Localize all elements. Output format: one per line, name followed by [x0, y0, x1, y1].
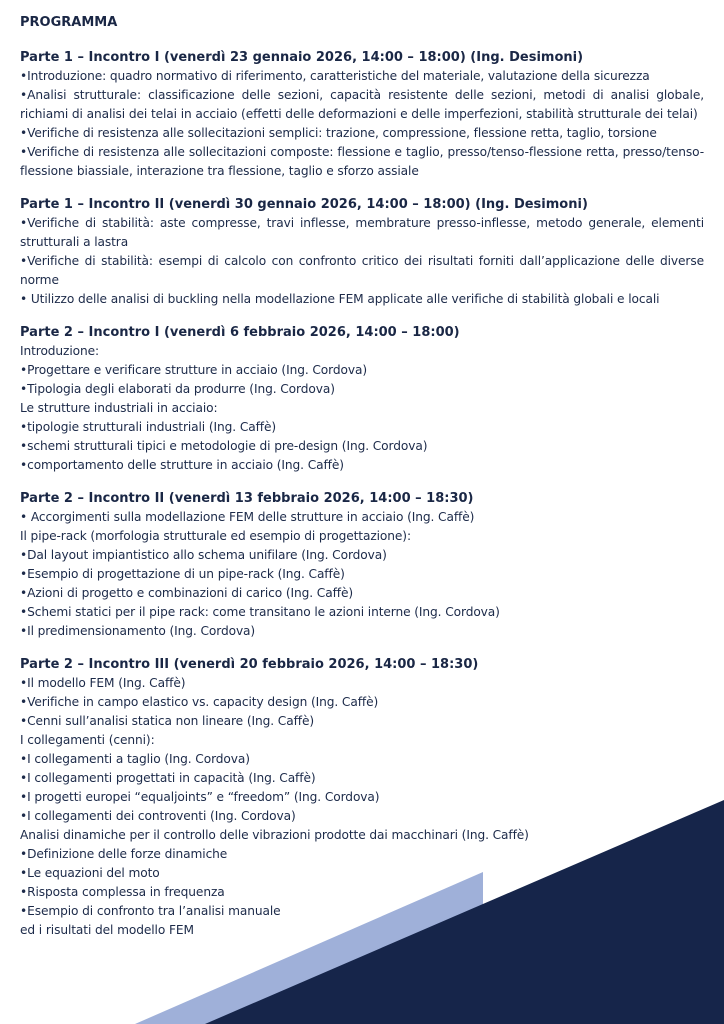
- program-item: •Verifiche di resistenza alle sollecitazioni composte: flessione e taglio, presso/tenso-flessione retta, presso/tenso-flessione biassiale, interazione tra flessione, taglio e sforzo assiale: [20, 145, 704, 178]
- program-item: •Il modello FEM (Ing. Caffè): [20, 676, 186, 690]
- program-item: •Esempio di progettazione di un pipe-rack (Ing. Caffè): [20, 567, 345, 581]
- program-item: Introduzione:: [20, 344, 100, 358]
- sections-container: [20, 49, 704, 940]
- program-item: •Verifiche di stabilità: esempi di calcolo con confronto critico dei risultati forniti dall’applicazione delle diverse norme: [20, 254, 704, 287]
- program-item: •I collegamenti dei controventi (Ing. Cordova): [20, 809, 296, 823]
- program-item: •Dal layout impiantistico allo schema unifilare (Ing. Cordova): [20, 548, 387, 562]
- page-title: PROGRAMMA: [20, 15, 118, 30]
- program-item: Analisi dinamiche per il controllo delle vibrazioni prodotte dai macchinari (Ing. Caffè): [20, 828, 529, 842]
- program-section: [20, 656, 704, 940]
- program-item: •Verifiche in campo elastico vs. capacity design (Ing. Caffè): [20, 695, 379, 709]
- programma-document: [20, 14, 704, 955]
- program-item: •Tipologia degli elaborati da produrre (Ing. Cordova): [20, 382, 335, 396]
- program-item: •comportamento delle strutture in acciaio (Ing. Caffè): [20, 458, 344, 472]
- program-item: •Verifiche di stabilità: aste compresse, travi inflesse, membrature presso-inflesse, metodo generale, elementi strutturali a lastra: [20, 216, 704, 249]
- program-section: [20, 490, 704, 641]
- program-item: •I collegamenti progettati in capacità (Ing. Caffè): [20, 771, 316, 785]
- program-item: •I progetti europei “equaljoints” e “freedom” (Ing. Cordova): [20, 790, 380, 804]
- program-item: • Accorgimenti sulla modellazione FEM delle strutture in acciaio (Ing. Caffè): [20, 510, 475, 524]
- program-item: •tipologie strutturali industriali (Ing. Caffè): [20, 420, 277, 434]
- program-section: [20, 196, 704, 309]
- section-heading: Parte 1 – Incontro II (venerdì 30 gennaio 2026, 14:00 – 18:00) (Ing. Desimoni): [20, 197, 588, 212]
- program-item: Le strutture industriali in acciaio:: [20, 401, 218, 415]
- program-item: •Definizione delle forze dinamiche: [20, 847, 228, 861]
- program-item: •Verifiche di resistenza alle sollecitazioni semplici: trazione, compressione, flessione retta, taglio, torsione: [20, 126, 657, 140]
- program-item: Il pipe-rack (morfologia strutturale ed esempio di progettazione):: [20, 529, 411, 543]
- program-item: •Esempio di confronto tra l’analisi manuale: [20, 904, 281, 918]
- program-item: •Progettare e verificare strutture in acciaio (Ing. Cordova): [20, 363, 367, 377]
- program-item: •Schemi statici per il pipe rack: come transitano le azioni interne (Ing. Cordova): [20, 605, 500, 619]
- program-item: •schemi strutturali tipici e metodologie di pre-design (Ing. Cordova): [20, 439, 428, 453]
- program-item: •Le equazioni del moto: [20, 866, 160, 880]
- program-item: •I collegamenti a taglio (Ing. Cordova): [20, 752, 250, 766]
- section-heading: Parte 1 – Incontro I (venerdì 23 gennaio 2026, 14:00 – 18:00) (Ing. Desimoni): [20, 50, 584, 65]
- program-item: ed i risultati del modello FEM: [20, 923, 194, 937]
- program-section: [20, 324, 704, 475]
- program-item: •Analisi strutturale: classificazione delle sezioni, capacità resistente delle sezioni, metodi di analisi globale, richiami di analisi dei telai in acciaio (effetti delle deformazioni e delle imperfezioni, stabilità strutturale dei telai): [20, 88, 704, 121]
- section-heading: Parte 2 – Incontro III (venerdì 20 febbraio 2026, 14:00 – 18:30): [20, 657, 479, 672]
- program-item: •Cenni sull’analisi statica non lineare (Ing. Caffè): [20, 714, 315, 728]
- section-heading: Parte 2 – Incontro I (venerdì 6 febbraio 2026, 14:00 – 18:00): [20, 325, 460, 340]
- program-item: •Introduzione: quadro normativo di riferimento, caratteristiche del materiale, valutazione della sicurezza: [20, 69, 650, 83]
- program-item: •Azioni di progetto e combinazioni di carico (Ing. Caffè): [20, 586, 354, 600]
- program-item: I collegamenti (cenni):: [20, 733, 155, 747]
- section-heading: Parte 2 – Incontro II (venerdì 13 febbraio 2026, 14:00 – 18:30): [20, 491, 474, 506]
- program-item: •Risposta complessa in frequenza: [20, 885, 225, 899]
- program-section: [20, 49, 704, 181]
- program-item: •Il predimensionamento (Ing. Cordova): [20, 624, 256, 638]
- program-item: • Utilizzo delle analisi di buckling nella modellazione FEM applicate alle verifiche di stabilità globali e locali: [20, 292, 660, 306]
